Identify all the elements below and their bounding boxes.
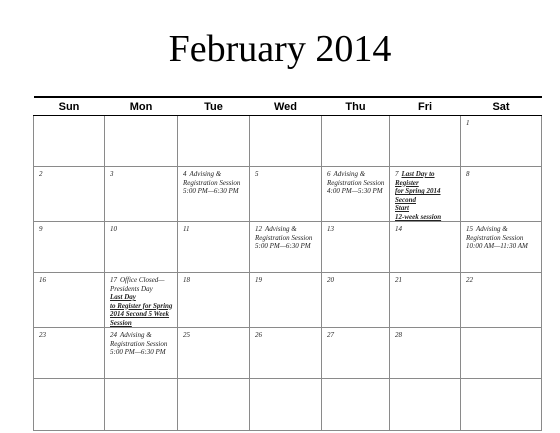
day-number: 8 bbox=[466, 170, 470, 178]
weekday-header: Mon bbox=[105, 97, 178, 116]
deadline-note: Session bbox=[110, 318, 132, 327]
calendar-week-row bbox=[34, 328, 542, 379]
event-text: 10:00 AM—11:30 AM bbox=[466, 242, 528, 250]
event-text: Advising & bbox=[476, 225, 508, 233]
day-number: 21 bbox=[395, 276, 402, 284]
weekday-header: Fri bbox=[390, 97, 461, 116]
event-text: 5:00 PM—6:30 PM bbox=[183, 187, 239, 195]
weekday-header: Sun bbox=[34, 97, 105, 116]
event-text: 5:00 PM—6:30 PM bbox=[110, 348, 166, 356]
day-number: 16 bbox=[39, 276, 46, 284]
calendar-day-cell bbox=[34, 379, 105, 431]
calendar-day-cell bbox=[105, 273, 178, 328]
day-number: 13 bbox=[327, 225, 334, 233]
deadline-note: Last Day to Register bbox=[395, 170, 435, 187]
deadline-note: Start bbox=[395, 204, 410, 212]
calendar-day-cell bbox=[390, 379, 461, 431]
calendar-day-cell bbox=[178, 116, 250, 167]
calendar-day-cell bbox=[105, 379, 178, 431]
day-number: 14 bbox=[395, 225, 402, 233]
day-number: 3 bbox=[110, 170, 114, 178]
event-text: Office Closed— bbox=[120, 276, 165, 284]
calendar-day-cell bbox=[105, 222, 178, 273]
calendar-day-cell bbox=[34, 167, 105, 222]
event-text: Advising & bbox=[265, 225, 297, 233]
calendar-day-cell bbox=[461, 328, 542, 379]
calendar-day-cell bbox=[34, 273, 105, 328]
event-text: Registration Session bbox=[183, 178, 241, 187]
deadline-note: to Register for Spring bbox=[110, 301, 173, 310]
month-calendar bbox=[33, 96, 542, 431]
day-number: 5 bbox=[255, 170, 259, 178]
calendar-day-cell bbox=[178, 328, 250, 379]
calendar-day-cell bbox=[390, 273, 461, 328]
day-number: 15 bbox=[466, 225, 473, 233]
day-number: 17 bbox=[110, 276, 117, 284]
day-number: 1 bbox=[466, 119, 470, 127]
calendar-day-cell bbox=[322, 222, 390, 273]
calendar-day-cell bbox=[250, 379, 322, 431]
day-number: 9 bbox=[39, 225, 43, 233]
calendar-week-row bbox=[34, 379, 542, 431]
calendar-day-cell bbox=[250, 222, 322, 273]
calendar-day-cell bbox=[461, 273, 542, 328]
event-text: Registration Session bbox=[327, 178, 385, 187]
calendar-day-cell bbox=[34, 116, 105, 167]
day-number: 4 bbox=[183, 170, 187, 178]
calendar-day-cell bbox=[105, 328, 178, 379]
day-number: 27 bbox=[327, 331, 334, 339]
day-number: 6 bbox=[327, 170, 331, 178]
calendar-day-cell bbox=[178, 379, 250, 431]
calendar-day-cell bbox=[34, 222, 105, 273]
calendar-week-row bbox=[34, 222, 542, 273]
deadline-note: for Spring 2014 Second bbox=[395, 187, 441, 204]
event-text: 5:00 PM—6:30 PM bbox=[255, 242, 311, 250]
calendar-day-cell bbox=[178, 273, 250, 328]
event-text: Presidents Day bbox=[110, 284, 153, 293]
calendar-day-cell bbox=[322, 273, 390, 328]
day-number: 28 bbox=[395, 331, 402, 339]
calendar-day-cell bbox=[322, 379, 390, 431]
calendar-week-row bbox=[34, 167, 542, 222]
calendar-day-cell bbox=[461, 167, 542, 222]
day-number: 20 bbox=[327, 276, 334, 284]
day-number: 22 bbox=[466, 276, 473, 284]
weekday-header: Sat bbox=[461, 97, 542, 116]
weekday-header: Thu bbox=[322, 97, 390, 116]
day-number: 12 bbox=[255, 225, 262, 233]
calendar-week-row bbox=[34, 116, 542, 167]
day-number: 24 bbox=[110, 331, 117, 339]
calendar-day-cell bbox=[34, 328, 105, 379]
weekday-header: Wed bbox=[250, 97, 322, 116]
deadline-note: 2014 Second 5 Week bbox=[110, 310, 170, 318]
event-text: Advising & bbox=[333, 170, 366, 178]
calendar-day-cell bbox=[105, 116, 178, 167]
event-text: 4:00 PM—5:30 PM bbox=[327, 187, 383, 195]
deadline-note: 12-week session bbox=[395, 212, 442, 221]
calendar-day-cell bbox=[250, 167, 322, 222]
calendar-day-cell bbox=[250, 328, 322, 379]
event-text: Advising & bbox=[120, 331, 152, 339]
calendar-day-cell bbox=[461, 222, 542, 273]
calendar-day-cell bbox=[390, 167, 461, 222]
day-number: 7 bbox=[395, 170, 399, 178]
calendar-week-row bbox=[34, 273, 542, 328]
day-number: 10 bbox=[110, 225, 117, 233]
event-text: Registration Session bbox=[110, 339, 168, 348]
day-number: 11 bbox=[183, 225, 190, 233]
calendar-day-cell bbox=[461, 379, 542, 431]
day-number: 2 bbox=[39, 170, 43, 178]
deadline-note: Last Day bbox=[110, 293, 136, 301]
calendar-day-cell bbox=[178, 167, 250, 222]
calendar-day-cell bbox=[322, 167, 390, 222]
calendar-day-cell bbox=[390, 328, 461, 379]
day-number: 18 bbox=[183, 276, 190, 284]
day-number: 23 bbox=[39, 331, 46, 339]
calendar-day-cell bbox=[250, 273, 322, 328]
event-text: Registration Session bbox=[255, 233, 313, 242]
event-text: Advising & bbox=[189, 170, 222, 178]
weekday-header: Tue bbox=[178, 97, 250, 116]
calendar-day-cell bbox=[105, 167, 178, 222]
calendar-day-cell bbox=[322, 116, 390, 167]
calendar-day-cell bbox=[461, 116, 542, 167]
day-number: 25 bbox=[183, 331, 190, 339]
calendar-day-cell bbox=[322, 328, 390, 379]
event-text: Registration Session bbox=[466, 233, 524, 242]
calendar-title: February 2014 bbox=[168, 28, 392, 70]
calendar-day-cell bbox=[390, 222, 461, 273]
day-number: 19 bbox=[255, 276, 262, 284]
weekday-header-row bbox=[34, 97, 542, 116]
calendar-day-cell bbox=[390, 116, 461, 167]
calendar-day-cell bbox=[178, 222, 250, 273]
calendar-day-cell bbox=[250, 116, 322, 167]
day-number: 26 bbox=[255, 331, 262, 339]
